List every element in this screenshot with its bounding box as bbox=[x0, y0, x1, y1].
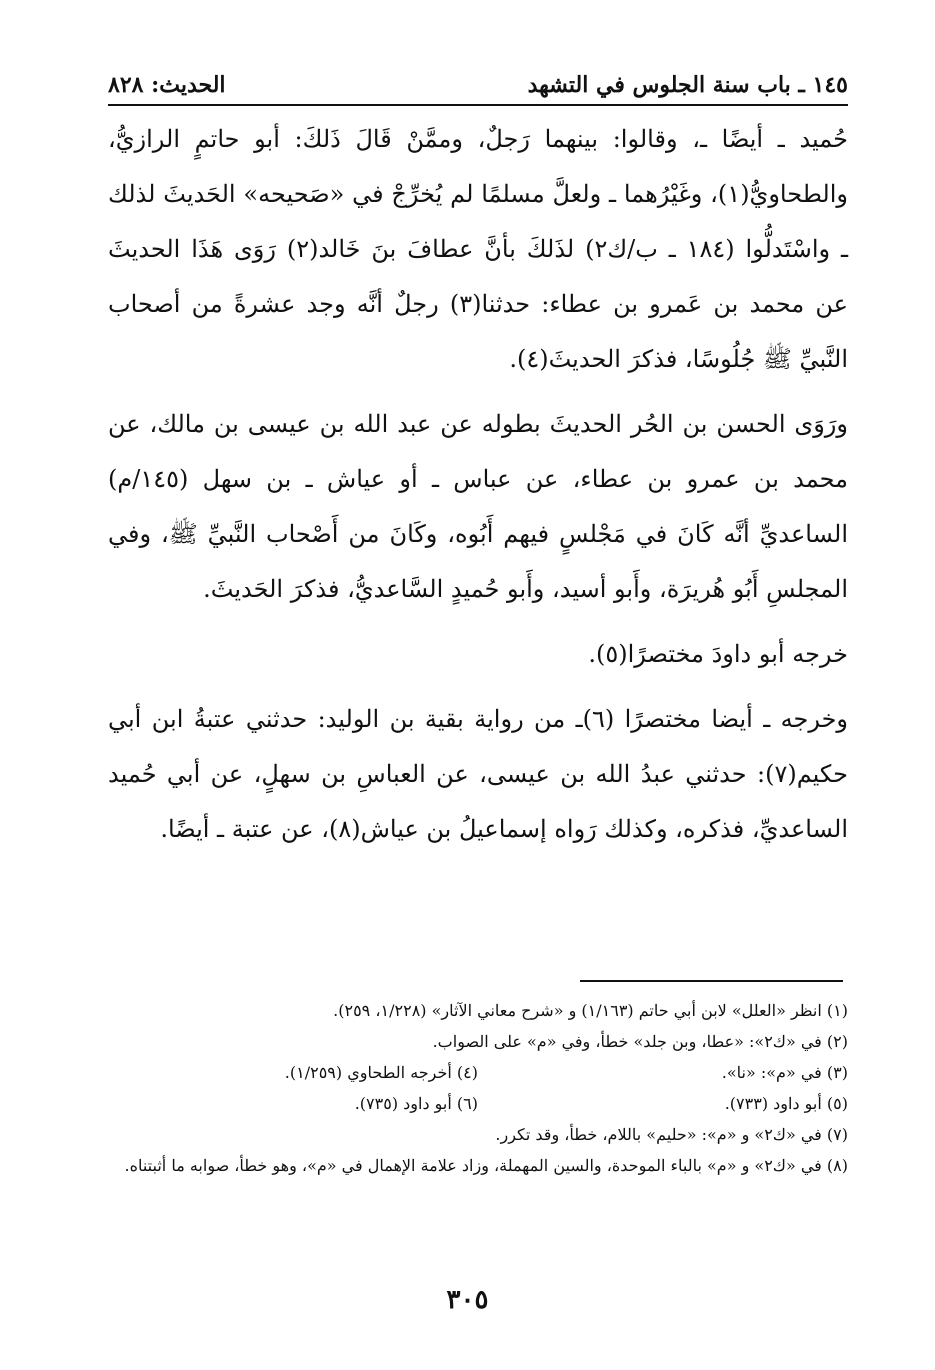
footnote-8: (٨) في «ك٢» و «م» بالباء الموحدة، والسين المهملة، وزاد علامة الإهمال في «م»، وهو خطأ، صوابه ما أثبتناه. bbox=[124, 1156, 848, 1175]
footnote-7: (٧) في «ك٢» و «م»: «حليم» باللام، خطأ، وقد تكرر. bbox=[495, 1125, 848, 1144]
paragraph: حُميد ـ أيضًا ـ، وقالوا: بينهما رَجلٌ، وممَّنْ قَالَ ذَلكَ: أبو حاتمٍ الرازيُّ، والطحاويُّ(١)، وغَيْرُهما ـ ولعلَّ مسلمًا لم يُخرِّجْ في «صَحيحه» الحَديثَ لذلك ـ واسْتَدلُّوا (١٨٤ ـ ب/ك٢) لذَلكَ بأنَّ عطافَ بنَ خَالد(٢) رَوَى هَذَا الحديثَ عن محمد بن عَمرو بن عطاء: حدثنا(٣) رجلٌ أنَّه وجد عشرةً من أصحاب النَّبيِّ ﷺ جُلُوسًا، فذكرَ الحديثَ(٤). bbox=[108, 125, 849, 373]
footnote-row bbox=[108, 1057, 848, 1088]
footnote-1: (١) انظر «العلل» لابن أبي حاتم (١/١٦٣) و «شرح معاني الآثار» (١/٢٢٨، ٢٥٩). bbox=[333, 1001, 848, 1020]
paragraph: ورَوَى الحسن بن الحُر الحديثَ بطوله عن عبد الله بن عيسى بن مالك، عن محمد بن عمرو بن عطاء، عن عباس ـ أو عياش ـ بن سهل (١٤٥/م) الساعديِّ أنَّه كَانَ في مَجْلسٍ فيهم أَبُوه، وكَانَ من أَصْحاب النَّبيِّ ﷺ، وفي المجلسِ أَبُو هُريرَة، وأَبو أسيد، وأَبو حُميدٍ السَّاعديُّ، فذكرَ الحَديثَ. bbox=[108, 410, 848, 603]
hadith-number: الحديث: ٨٢٨ bbox=[108, 72, 226, 98]
paragraph: خرجه أبو داودَ مختصرًا(٥). bbox=[588, 640, 848, 668]
footnote-6: (٦) أبو داود (٧٣٥). bbox=[354, 1094, 478, 1113]
footnote-divider bbox=[580, 980, 843, 982]
footnotes bbox=[108, 995, 848, 1181]
page-header bbox=[108, 68, 848, 106]
main-text bbox=[108, 112, 848, 857]
running-title: ١٤٥ ـ باب سنة الجلوس في التشهد bbox=[527, 72, 848, 98]
footnote-3: (٣) في «م»: «نا». bbox=[721, 1063, 848, 1082]
paragraph: وخرجه ـ أيضا مختصرًا (٦)ـ من رواية بقية بن الوليد: حدثني عتبةُ ابن أبي حكيم(٧): حدثني عبدُ الله بن عيسى، عن العباسِ بن سهلٍ، عن أبي حُميد الساعديِّ، فذكره، وكذلك رَواه إسماعيلُ بن عياش(٨)، عن عتبة ـ أيضًا. bbox=[108, 705, 848, 843]
footnote-2: (٢) في «ك٢»: «عطا، وبن جلد» خطأ، وفي «م» على الصواب. bbox=[432, 1032, 848, 1051]
page-number: ٣٠٥ bbox=[446, 1285, 489, 1315]
footnote-5: (٥) أبو داود (٧٣٣). bbox=[724, 1094, 848, 1113]
footnote-4: (٤) أخرجه الطحاوي (١/٢٥٩). bbox=[284, 1063, 478, 1082]
footnote-row bbox=[108, 1088, 848, 1119]
